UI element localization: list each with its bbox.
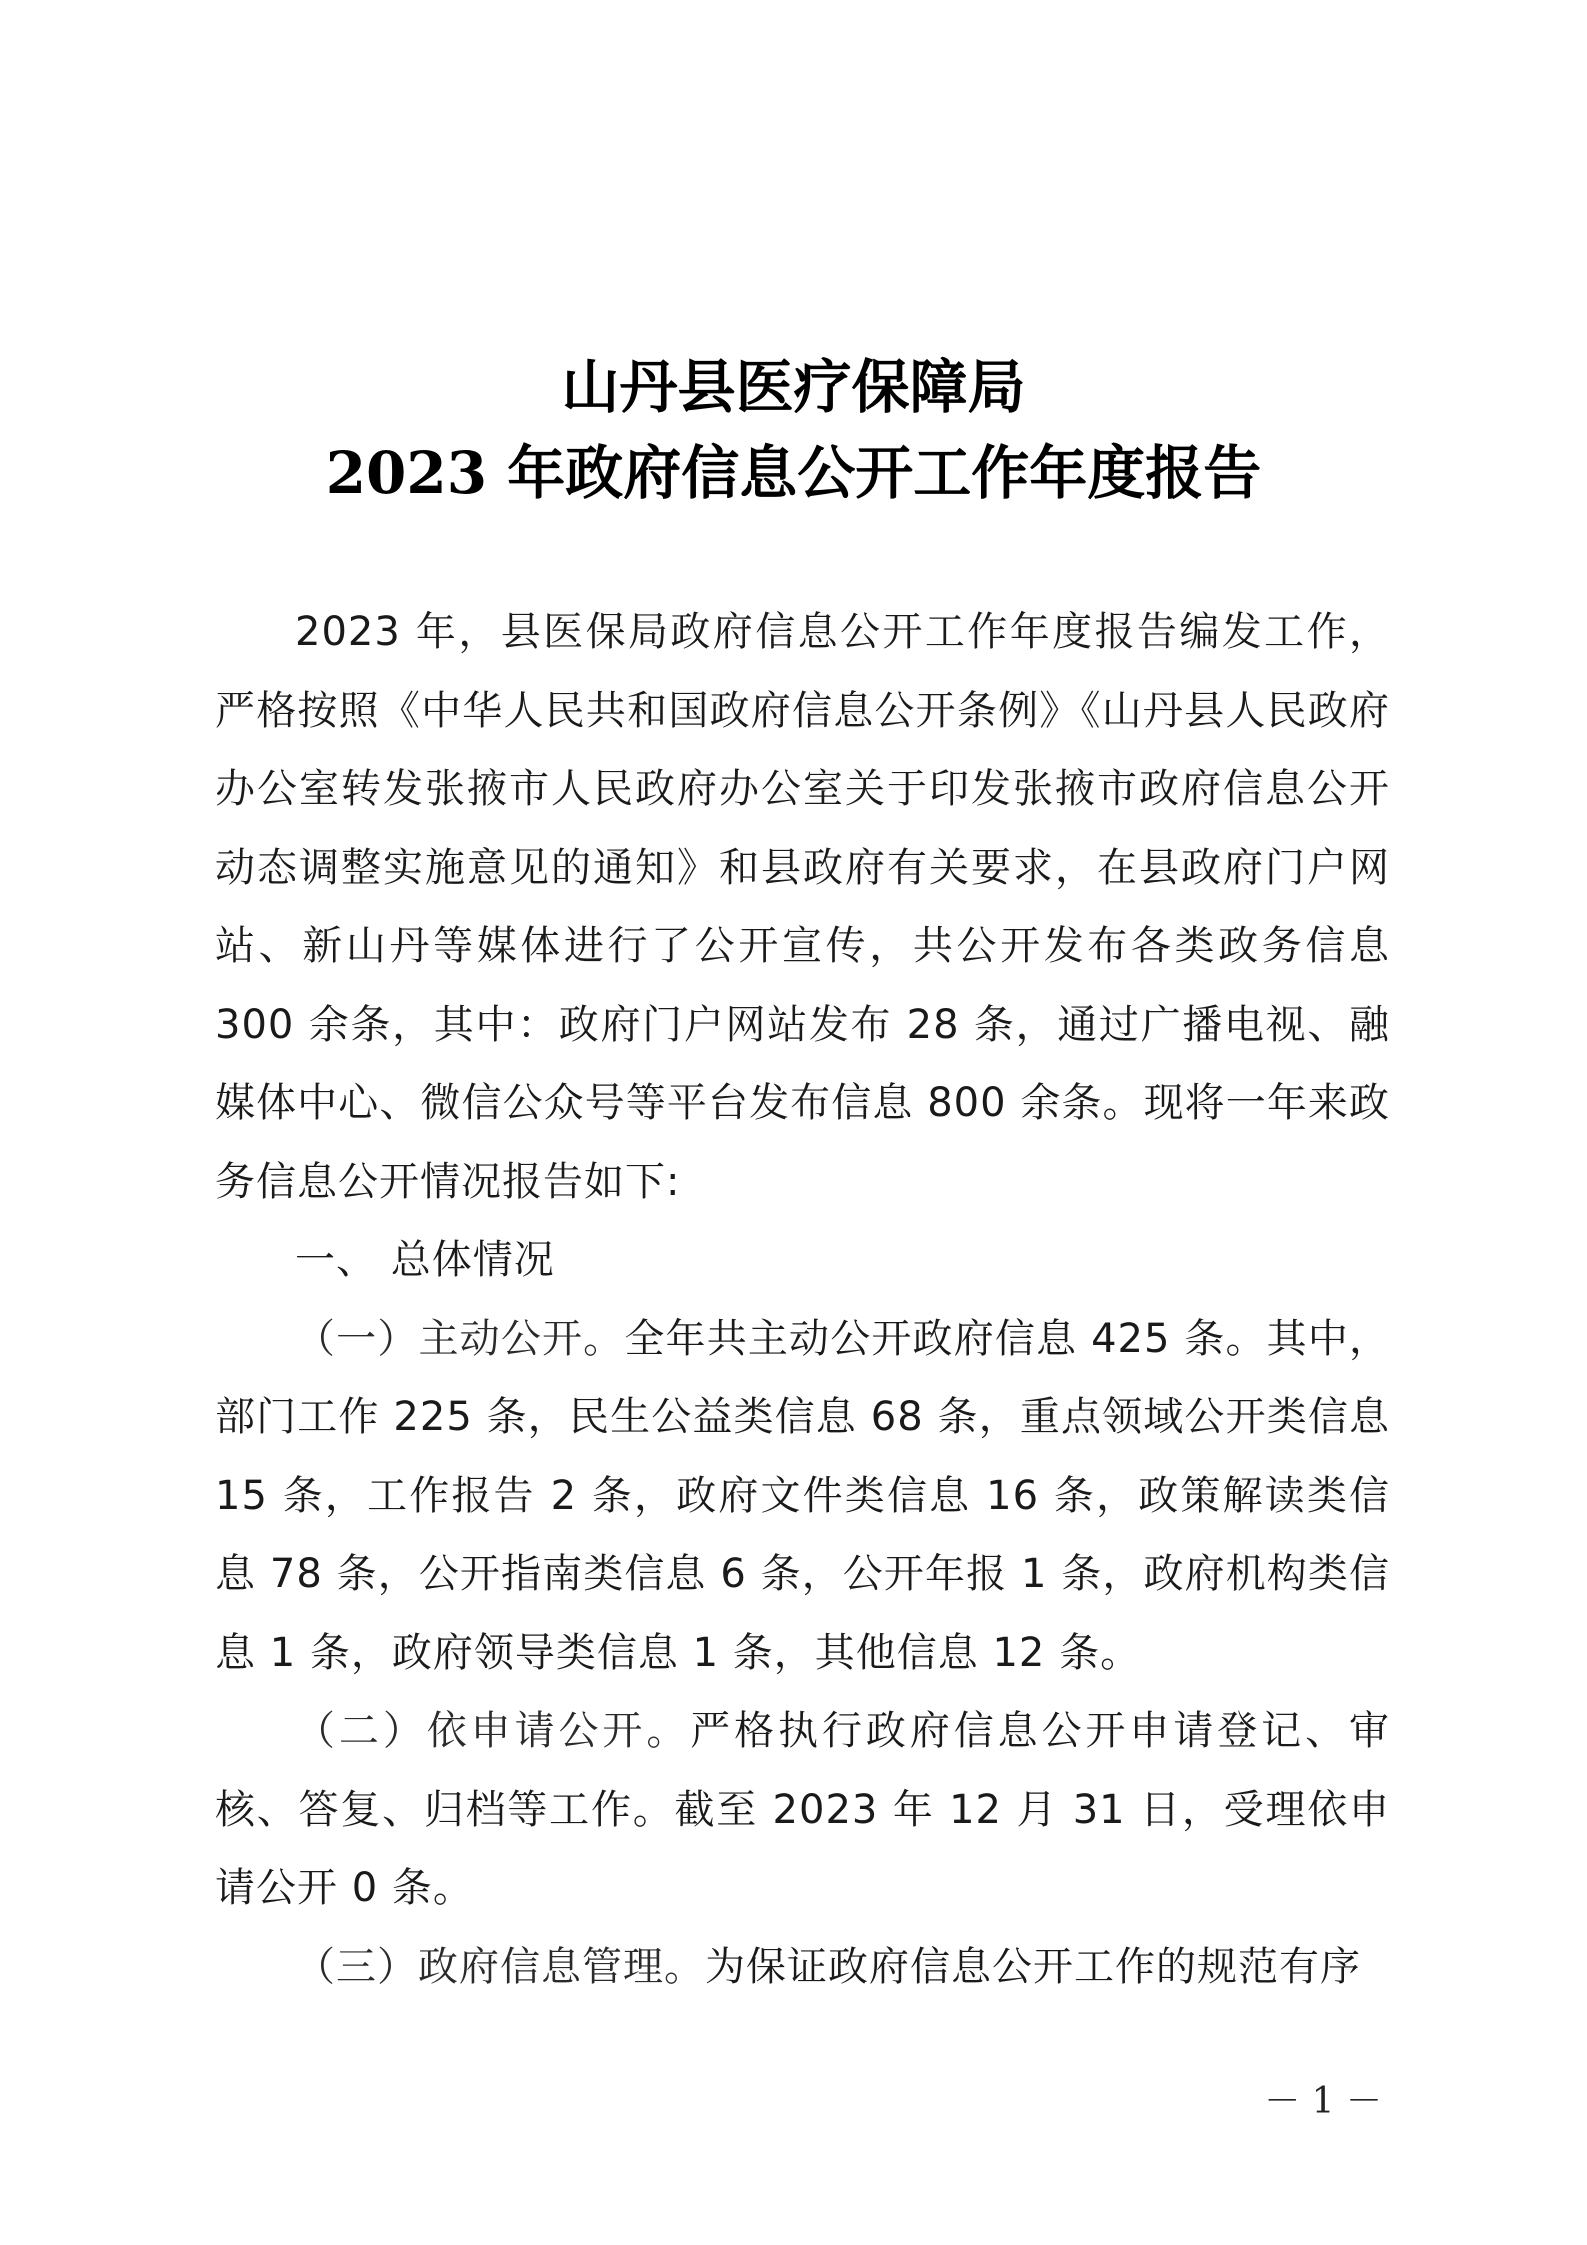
- subsection-info-management: [215, 1928, 1390, 2007]
- subsection-application-disclosure: [215, 1692, 1390, 1928]
- subsection-label-application: （二）依申请公开。: [295, 1708, 691, 1754]
- document-title-line1: 山丹县医疗保障局: [561, 353, 1026, 421]
- document-body: [215, 593, 1390, 2006]
- subsection-text-active: 全年共主动公开政府信息 425 条。其中，部门工作 225 条，民生公益类信息 68 条，重点领域公开类信息 15 条，工作报告 2 条，政府文件类信息 16 条，政策解读类信息 78 条，公开指南类信息 6 条，公开年报 1 条，政府机构类信息 1 条，政府领导类信息 1 条，其他信息 12 条。: [215, 1315, 1391, 1676]
- section-heading-overview: 一、 总体情况: [295, 1237, 555, 1283]
- document-title-line2: 2023 年政府信息公开工作年度报告: [325, 439, 1262, 507]
- subsection-text-management: 为保证政府信息公开工作的规范有序: [705, 1943, 1361, 1990]
- page-number: － 1 －: [1264, 2081, 1382, 2122]
- subsection-label-management: （三）政府信息管理。: [295, 1943, 705, 1990]
- subsection-active-disclosure: [215, 1300, 1390, 1693]
- subsection-label-active: （一）主动公开。: [295, 1315, 625, 1362]
- subsection-text-application: 严格执行政府信息公开申请登记、审核、答复、归档等工作。截至 2023 年 12 月 31 日，受理依申请公开 0 条。: [215, 1708, 1390, 1911]
- intro-paragraph: 2023 年，县医保局政府信息公开工作年度报告编发工作，严格按照《中华人民共和国政府信息公开条例》《山丹县人民政府办公室转发张掖市人民政府办公室关于印发张掖市政府信息公开动态调整实施意见的通知》和县政府有关要求，在县政府门户网站、新山丹等媒体进行了公开宣传，共公开发布各类政务信息 300 余条，其中：政府门户网站发布 28 条，通过广播电视、融媒体中心、微信公众号等平台发布信息 800 余条。现将一年来政务信息公开情况报告如下:: [215, 609, 1390, 1205]
